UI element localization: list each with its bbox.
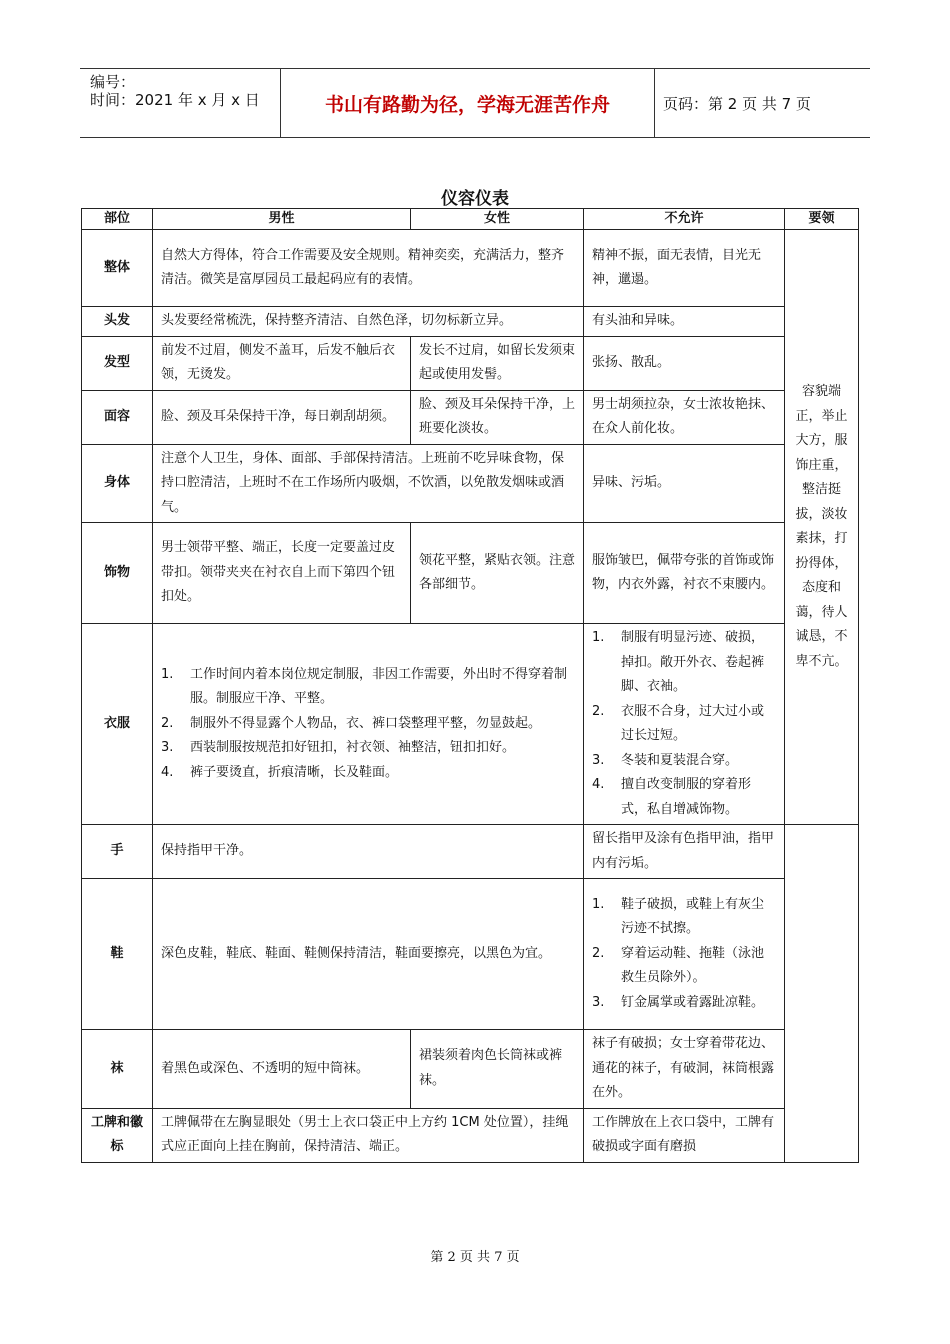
requirement-list: [161, 663, 575, 786]
list-item: 4. 裤子要烫直，折痕清晰，长及鞋面。: [161, 764, 399, 780]
row-part: 头发: [82, 307, 153, 337]
essentials-cell: 容貌端正，举止大方，服饰庄重，整洁挺拔，淡妆素抹，打扮得体，态度和蔼，待人诚恳，不卑不亢。: [785, 230, 859, 825]
row-male: 着黑色或深色、不透明的短中筒袜。: [153, 1030, 411, 1109]
list-item: 4. 擅自改变制服的穿着形式，私自增减饰物。: [592, 777, 752, 817]
row-part: 手: [82, 825, 153, 879]
row-not-allowed: 张扬、散乱。: [584, 336, 785, 390]
list-item: 2. 衣服不合身，过大过小或过长过短。: [592, 703, 765, 743]
document-title: 仪容仪表: [441, 189, 509, 209]
row-requirement: 注意个人卫生，身体、面部、手部保持清洁。上班前不吃异味食物，保持口腔清洁，上班时不在工作场所内吸烟，不饮酒，以免散发烟味或酒气。: [153, 444, 584, 523]
row-female: 脸、颈及耳朵保持干净，上班要化淡妆。: [411, 390, 584, 444]
row-not-allowed: 留长指甲及涂有色指甲油，指甲内有污垢。: [584, 825, 785, 879]
row-part: 面容: [82, 390, 153, 444]
row-part: 整体: [82, 230, 153, 307]
table-row: [82, 1030, 859, 1109]
row-male: 男士领带平整、端正，长度一定要盖过皮带扣。领带夹夹在衬衣自上而下第四个钮扣处。: [153, 523, 411, 624]
list-item: 3. 钉金属掌或着露趾凉鞋。: [592, 994, 765, 1010]
row-not-allowed: 有头油和异味。: [584, 307, 785, 337]
row-not-allowed: 服饰皱巴，佩带夸张的首饰或饰物，内衣外露，衬衣不束腰内。: [584, 523, 785, 624]
list-item: 2. 制服外不得显露个人物品，衣、裤口袋整理平整，勿显鼓起。: [161, 715, 542, 731]
row-not-allowed: 男士胡须拉杂，女士浓妆艳抹、在众人前化妆。: [584, 390, 785, 444]
row-part: 身体: [82, 444, 153, 523]
row-not-allowed: [584, 879, 785, 1030]
essentials-empty-cell: [785, 825, 859, 1163]
list-item: 1. 制服有明显污迹、破损，掉扣。敞开外衣、卷起裤脚、衣袖。: [592, 630, 765, 694]
table-row: [82, 230, 859, 307]
col-header-part: 部位: [82, 209, 153, 230]
header-motto: 书山有路勤为径，学海无涯苦作舟: [280, 69, 655, 137]
not-allowed-list: [592, 893, 776, 1016]
row-not-allowed: 异味、污垢。: [584, 444, 785, 523]
list-item: 3. 西装制服按规范扣好钮扣，衬衣领、袖整洁，钮扣扣好。: [161, 740, 516, 756]
table-row: [82, 1108, 859, 1162]
header-page-label: 页码：第 2 页 共 7 页: [663, 94, 811, 113]
col-header-essentials: 要领: [785, 209, 859, 230]
row-requirement: 工牌佩带在左胸显眼处（男士上衣口袋正中上方约 1CM 处位置），挂绳式应正面向上挂在胸前，保持清洁、端正。: [153, 1108, 584, 1162]
time-label: 时间：2021 年 x 月 x 日: [90, 91, 260, 109]
page-header: [80, 68, 870, 138]
row-requirement: 保持指甲干净。: [153, 825, 584, 879]
col-header-not-allowed: 不允许: [584, 209, 785, 230]
row-female: 裙装须着肉色长筒袜或裤袜。: [411, 1030, 584, 1109]
row-not-allowed: 袜子有破损；女士穿着带花边、通花的袜子，有破洞，袜筒根露在外。: [584, 1030, 785, 1109]
row-female: 发长不过肩，如留长发须束起或使用发髻。: [411, 336, 584, 390]
number-label: 编号：: [90, 73, 136, 91]
row-part: 鞋: [82, 879, 153, 1030]
list-item: 3. 冬装和夏装混合穿。: [592, 752, 739, 768]
table-row: [82, 624, 859, 825]
list-item: 1. 鞋子破损，或鞋上有灰尘污迹不拭擦。: [592, 896, 765, 937]
row-requirement: 深色皮鞋，鞋底、鞋面、鞋侧保持清洁，鞋面要擦亮，以黑色为宜。: [153, 879, 584, 1030]
table-row: [82, 336, 859, 390]
table-row: [82, 879, 859, 1030]
table-row: [82, 444, 859, 523]
row-not-allowed: [584, 624, 785, 825]
row-requirement: 头发要经常梳洗，保持整齐清洁、自然色泽，切勿标新立异。: [153, 307, 584, 337]
row-part: 衣服: [82, 624, 153, 825]
page-footer: 第 2 页 共 7 页: [430, 1250, 520, 1265]
list-item: 2. 穿着运动鞋、拖鞋（泳池救生员除外）。: [592, 945, 765, 986]
table-row: [82, 523, 859, 624]
not-allowed-list: [592, 626, 776, 822]
row-requirement: [153, 624, 584, 825]
grooming-table: [81, 208, 859, 1163]
row-male: 前发不过眉，侧发不盖耳，后发不触后衣领，无烫发。: [153, 336, 411, 390]
table-header-row: [82, 209, 859, 230]
table-row: [82, 307, 859, 337]
table-row: [82, 825, 859, 879]
table-row: [82, 390, 859, 444]
col-header-female: 女性: [411, 209, 584, 230]
row-requirement: 自然大方得体，符合工作需要及安全规则。精神奕奕，充满活力，整齐清洁。微笑是富厚园员工最起码应有的表情。: [153, 230, 584, 307]
row-female: 领花平整，紧贴衣领。注意各部细节。: [411, 523, 584, 624]
col-header-male: 男性: [153, 209, 411, 230]
row-not-allowed: 精神不振，面无表情，目光无神，邋遢。: [584, 230, 785, 307]
row-male: 脸、颈及耳朵保持干净，每日剃刮胡须。: [153, 390, 411, 444]
list-item: 1. 工作时间内着本岗位规定制服，非因工作需要，外出时不得穿着制服。制服应干净、平整。: [161, 666, 568, 707]
header-left: [80, 69, 280, 137]
row-part: 袜: [82, 1030, 153, 1109]
row-part: 饰物: [82, 523, 153, 624]
row-part: 发型: [82, 336, 153, 390]
row-not-allowed: 工作牌放在上衣口袋中，工牌有破损或字面有磨损: [584, 1108, 785, 1162]
row-part: 工牌和徽标: [82, 1108, 153, 1162]
